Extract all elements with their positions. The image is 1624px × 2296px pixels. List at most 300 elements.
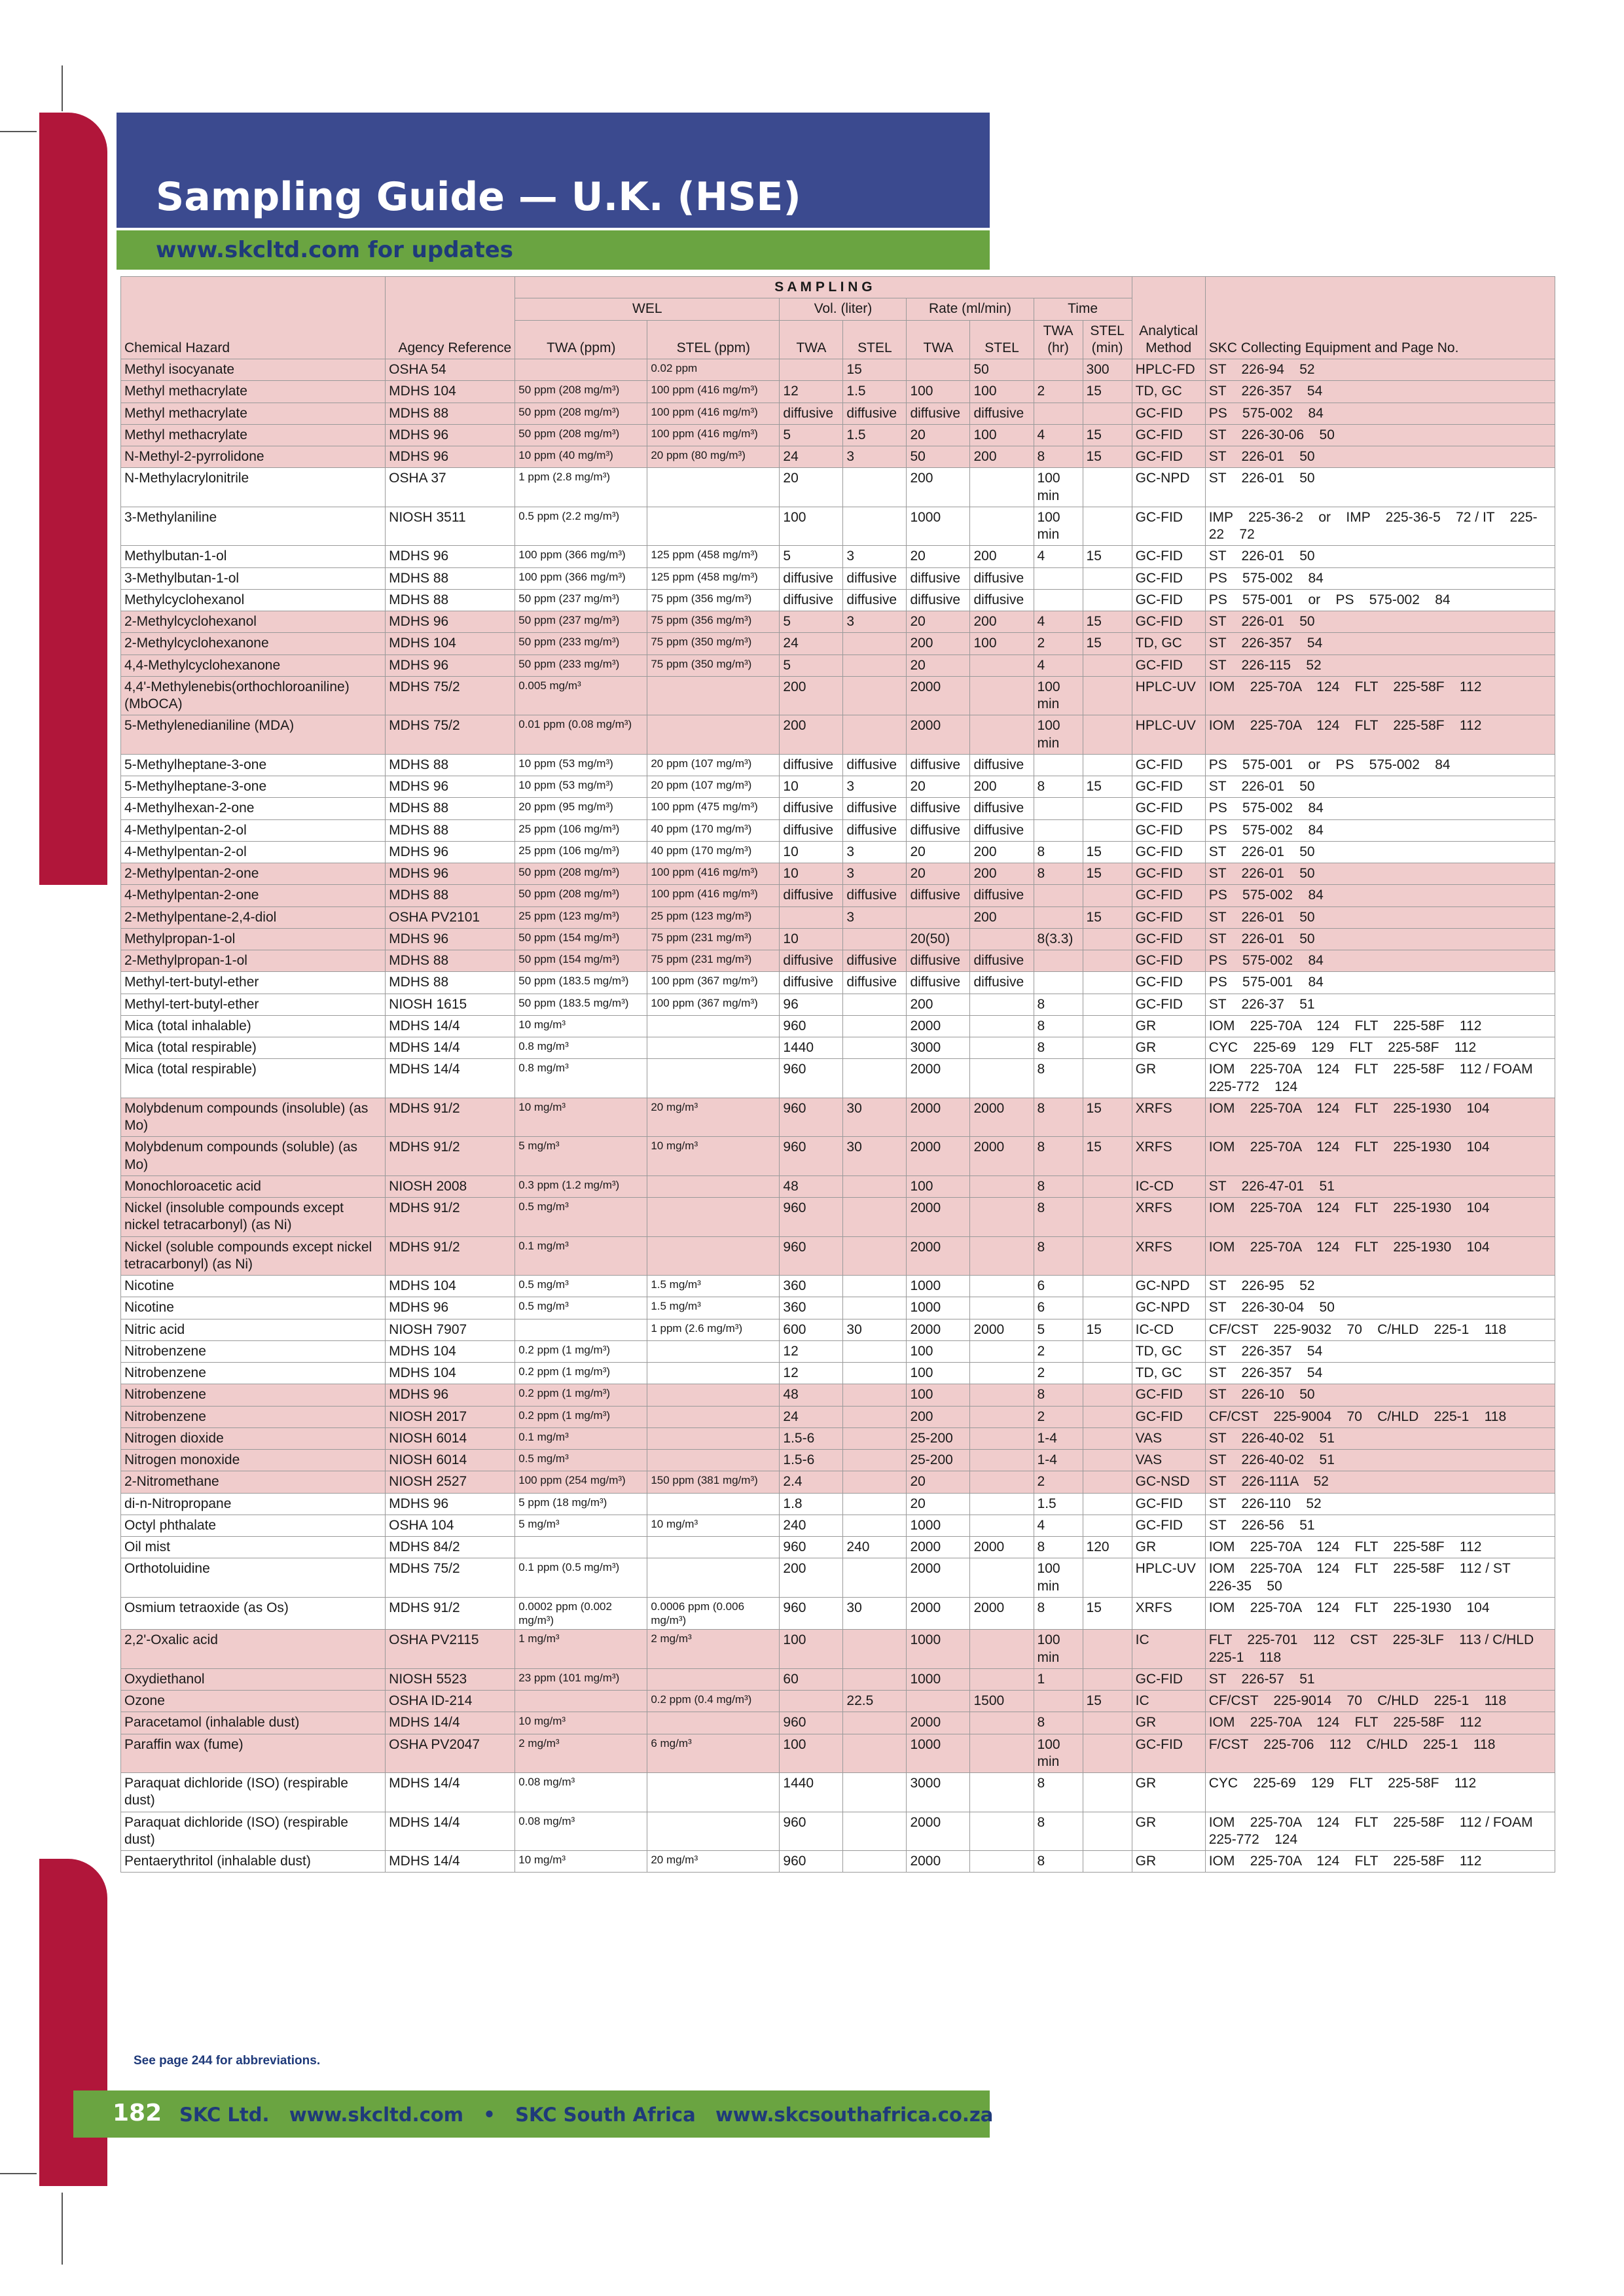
cell-time-twa: 100 min bbox=[1034, 468, 1083, 507]
cell-time-twa bbox=[1034, 567, 1083, 589]
cell-wel-stel bbox=[647, 1037, 780, 1059]
cell-skc-equipment: PS 575-002 84 bbox=[1205, 798, 1555, 819]
cell-time-twa: 8 bbox=[1034, 1537, 1083, 1558]
cell-rate-stel bbox=[970, 676, 1034, 715]
cell-chemical-hazard: Nitric acid bbox=[121, 1319, 386, 1340]
cell-skc-equipment: IOM 225-70A 124 FLT 225-58F 112 bbox=[1205, 715, 1555, 755]
cell-vol-stel bbox=[843, 994, 907, 1015]
cell-wel-stel: 20 ppm (107 mg/m³) bbox=[647, 776, 780, 798]
cell-wel-stel: 125 ppm (458 mg/m³) bbox=[647, 546, 780, 567]
cell-rate-stel bbox=[970, 1630, 1034, 1669]
cell-analytical-method: IC bbox=[1132, 1630, 1205, 1669]
cell-wel-stel: 20 ppm (80 mg/m³) bbox=[647, 446, 780, 468]
cell-time-stel bbox=[1083, 1851, 1132, 1873]
cell-chemical-hazard: 4-Methylpentan-2-ol bbox=[121, 819, 386, 841]
cell-time-stel: 15 bbox=[1083, 446, 1132, 468]
cell-time-twa bbox=[1034, 754, 1083, 776]
cell-time-stel bbox=[1083, 1037, 1132, 1059]
cell-vol-twa: diffusive bbox=[780, 567, 843, 589]
cell-skc-equipment: ST 226-01 50 bbox=[1205, 468, 1555, 507]
cell-analytical-method: TD, GC bbox=[1132, 633, 1205, 655]
cell-time-stel bbox=[1083, 1198, 1132, 1237]
cell-skc-equipment: ST 226-10 50 bbox=[1205, 1384, 1555, 1406]
cell-chemical-hazard: Methyl isocyanate bbox=[121, 359, 386, 381]
cell-wel-twa: 0.2 ppm (1 mg/m³) bbox=[515, 1363, 647, 1384]
cell-rate-stel: 2000 bbox=[970, 1137, 1034, 1176]
cell-wel-stel: 100 ppm (416 mg/m³) bbox=[647, 403, 780, 424]
cell-wel-twa: 0.8 mg/m³ bbox=[515, 1037, 647, 1059]
cell-chemical-hazard: Mica (total respirable) bbox=[121, 1059, 386, 1098]
cell-vol-stel: 240 bbox=[843, 1537, 907, 1558]
cell-time-stel bbox=[1083, 1493, 1132, 1515]
cell-time-stel bbox=[1083, 1276, 1132, 1297]
table-row bbox=[121, 589, 1555, 611]
cell-analytical-method: HPLC-UV bbox=[1132, 1558, 1205, 1598]
cell-vol-stel bbox=[843, 468, 907, 507]
cell-time-twa: 4 bbox=[1034, 1515, 1083, 1536]
cell-analytical-method: GC-FID bbox=[1132, 798, 1205, 819]
cell-rate-twa: 2000 bbox=[907, 715, 970, 755]
cell-vol-twa: 20 bbox=[780, 468, 843, 507]
cell-vol-twa: diffusive bbox=[780, 972, 843, 994]
cell-time-twa: 4 bbox=[1034, 424, 1083, 446]
cell-chemical-hazard: Oxydiethanol bbox=[121, 1668, 386, 1690]
cell-rate-stel bbox=[970, 1363, 1034, 1384]
cell-vol-stel bbox=[843, 1297, 907, 1319]
table-row bbox=[121, 403, 1555, 424]
cell-wel-twa: 25 ppm (106 mg/m³) bbox=[515, 841, 647, 863]
cell-vol-stel: 3 bbox=[843, 776, 907, 798]
cell-rate-twa: diffusive bbox=[907, 567, 970, 589]
cell-analytical-method: GC-FID bbox=[1132, 403, 1205, 424]
cell-rate-stel bbox=[970, 1493, 1034, 1515]
cell-agency-reference: NIOSH 7907 bbox=[386, 1319, 515, 1340]
cell-agency-reference: NIOSH 2008 bbox=[386, 1175, 515, 1197]
cell-agency-reference: MDHS 88 bbox=[386, 589, 515, 611]
cell-time-stel bbox=[1083, 1015, 1132, 1037]
cell-chemical-hazard: Ozone bbox=[121, 1691, 386, 1712]
cell-wel-stel bbox=[647, 1558, 780, 1598]
cell-analytical-method: HPLC-UV bbox=[1132, 676, 1205, 715]
cell-wel-twa: 0.5 ppm (2.2 mg/m³) bbox=[515, 507, 647, 546]
cell-rate-stel bbox=[970, 1773, 1034, 1812]
cell-wel-stel bbox=[647, 1712, 780, 1734]
cell-agency-reference: MDHS 14/4 bbox=[386, 1851, 515, 1873]
cell-vol-stel: 3 bbox=[843, 863, 907, 885]
cell-agency-reference: MDHS 88 bbox=[386, 972, 515, 994]
cell-analytical-method: GR bbox=[1132, 1812, 1205, 1851]
cell-time-twa: 1-4 bbox=[1034, 1450, 1083, 1471]
cell-wel-stel: 75 ppm (356 mg/m³) bbox=[647, 611, 780, 633]
cell-rate-stel bbox=[970, 1450, 1034, 1471]
cell-rate-twa: 20 bbox=[907, 863, 970, 885]
table-row bbox=[121, 715, 1555, 755]
table-row bbox=[121, 1037, 1555, 1059]
cell-analytical-method: IC-CD bbox=[1132, 1175, 1205, 1197]
cell-time-stel bbox=[1083, 1558, 1132, 1598]
cell-agency-reference: MDHS 104 bbox=[386, 381, 515, 403]
cell-time-twa: 2 bbox=[1034, 1471, 1083, 1493]
cell-vol-stel bbox=[843, 655, 907, 676]
cell-skc-equipment: PS 575-001 84 bbox=[1205, 972, 1555, 994]
cell-time-stel bbox=[1083, 1630, 1132, 1669]
cell-time-twa: 8 bbox=[1034, 446, 1083, 468]
cell-vol-stel: diffusive bbox=[843, 754, 907, 776]
cell-time-twa bbox=[1034, 1691, 1083, 1712]
cell-rate-stel: 2000 bbox=[970, 1597, 1034, 1630]
cell-time-twa: 100 min bbox=[1034, 1630, 1083, 1669]
cell-chemical-hazard: 4-Methylpentan-2-one bbox=[121, 885, 386, 906]
cell-analytical-method: GC-FID bbox=[1132, 567, 1205, 589]
cell-skc-equipment: IOM 225-70A 124 FLT 225-58F 112 / FOAM 225-772 124 bbox=[1205, 1812, 1555, 1851]
cell-rate-stel bbox=[970, 1668, 1034, 1690]
group-rate: Rate (ml/min) bbox=[907, 298, 1034, 320]
cell-agency-reference: MDHS 88 bbox=[386, 885, 515, 906]
col-agency: Agency Reference bbox=[386, 277, 515, 359]
cell-vol-stel: 3 bbox=[843, 611, 907, 633]
table-row bbox=[121, 819, 1555, 841]
cell-vol-stel bbox=[843, 1384, 907, 1406]
cell-time-stel: 15 bbox=[1083, 841, 1132, 863]
cell-vol-stel: diffusive bbox=[843, 950, 907, 972]
cell-skc-equipment: ST 226-57 51 bbox=[1205, 1668, 1555, 1690]
cell-vol-stel bbox=[843, 1734, 907, 1773]
cell-vol-stel bbox=[843, 1427, 907, 1449]
cell-time-stel bbox=[1083, 754, 1132, 776]
update-url: www.skcltd.com for updates bbox=[156, 237, 514, 263]
cell-wel-stel: 0.0006 ppm (0.006 mg/m³) bbox=[647, 1597, 780, 1630]
cell-wel-twa: 0.1 mg/m³ bbox=[515, 1236, 647, 1276]
cell-vol-stel bbox=[843, 1340, 907, 1362]
cell-agency-reference: MDHS 104 bbox=[386, 1363, 515, 1384]
cell-time-stel: 15 bbox=[1083, 1319, 1132, 1340]
cell-analytical-method: TD, GC bbox=[1132, 1340, 1205, 1362]
cell-rate-twa: 2000 bbox=[907, 1236, 970, 1276]
cell-analytical-method: GC-FID bbox=[1132, 906, 1205, 928]
cell-rate-stel bbox=[970, 1037, 1034, 1059]
cell-rate-stel bbox=[970, 468, 1034, 507]
cell-vol-twa: 960 bbox=[780, 1537, 843, 1558]
cell-analytical-method: TD, GC bbox=[1132, 381, 1205, 403]
cell-wel-twa: 10 ppm (53 mg/m³) bbox=[515, 776, 647, 798]
cell-chemical-hazard: 4-Methylpentan-2-ol bbox=[121, 841, 386, 863]
cell-skc-equipment: CF/CST 225-9032 70 C/HLD 225-1 118 bbox=[1205, 1319, 1555, 1340]
cell-agency-reference: MDHS 88 bbox=[386, 403, 515, 424]
cell-vol-stel bbox=[843, 1450, 907, 1471]
cell-rate-stel: 200 bbox=[970, 446, 1034, 468]
cell-rate-stel: diffusive bbox=[970, 885, 1034, 906]
cell-rate-stel: 200 bbox=[970, 841, 1034, 863]
cell-time-twa: 100 min bbox=[1034, 1734, 1083, 1773]
cell-skc-equipment: PS 575-002 84 bbox=[1205, 403, 1555, 424]
cell-vol-twa: 1440 bbox=[780, 1037, 843, 1059]
cell-time-stel: 15 bbox=[1083, 863, 1132, 885]
table-row bbox=[121, 468, 1555, 507]
cell-wel-twa: 25 ppm (123 mg/m³) bbox=[515, 906, 647, 928]
cell-time-twa bbox=[1034, 359, 1083, 381]
table-row bbox=[121, 1493, 1555, 1515]
cell-wel-stel bbox=[647, 1450, 780, 1471]
cell-time-twa: 8 bbox=[1034, 1198, 1083, 1237]
cell-wel-stel: 75 ppm (231 mg/m³) bbox=[647, 950, 780, 972]
cell-wel-twa: 0.08 mg/m³ bbox=[515, 1812, 647, 1851]
cell-analytical-method: GC-NPD bbox=[1132, 468, 1205, 507]
cell-rate-twa: 2000 bbox=[907, 1558, 970, 1598]
cell-wel-stel bbox=[647, 1406, 780, 1427]
cell-wel-stel bbox=[647, 1236, 780, 1276]
cell-vol-twa: 2.4 bbox=[780, 1471, 843, 1493]
cell-chemical-hazard: Molybdenum compounds (soluble) (as Mo) bbox=[121, 1137, 386, 1176]
cell-agency-reference: MDHS 91/2 bbox=[386, 1597, 515, 1630]
cell-vol-twa: 960 bbox=[780, 1137, 843, 1176]
cell-time-twa bbox=[1034, 972, 1083, 994]
cell-chemical-hazard: Paraffin wax (fume) bbox=[121, 1734, 386, 1773]
cell-time-stel: 15 bbox=[1083, 611, 1132, 633]
cell-chemical-hazard: Methylcyclohexanol bbox=[121, 589, 386, 611]
cell-time-stel bbox=[1083, 1712, 1132, 1734]
cell-vol-twa: 360 bbox=[780, 1276, 843, 1297]
cell-agency-reference: MDHS 84/2 bbox=[386, 1537, 515, 1558]
cell-agency-reference: MDHS 14/4 bbox=[386, 1059, 515, 1098]
cell-chemical-hazard: 5-Methylheptane-3-one bbox=[121, 776, 386, 798]
cell-skc-equipment: PS 575-002 84 bbox=[1205, 885, 1555, 906]
table-row bbox=[121, 633, 1555, 655]
cell-time-twa: 100 min bbox=[1034, 1558, 1083, 1598]
cell-time-stel bbox=[1083, 885, 1132, 906]
cell-time-stel bbox=[1083, 1406, 1132, 1427]
cell-vol-twa: 5 bbox=[780, 655, 843, 676]
table-row bbox=[121, 1319, 1555, 1340]
cell-skc-equipment: ST 226-01 50 bbox=[1205, 841, 1555, 863]
cell-wel-stel: 125 ppm (458 mg/m³) bbox=[647, 567, 780, 589]
cell-time-stel: 15 bbox=[1083, 1691, 1132, 1712]
cell-analytical-method: XRFS bbox=[1132, 1236, 1205, 1276]
cell-time-stel bbox=[1083, 950, 1132, 972]
cell-vol-stel bbox=[843, 676, 907, 715]
cell-rate-stel: diffusive bbox=[970, 950, 1034, 972]
cell-rate-twa: 3000 bbox=[907, 1037, 970, 1059]
cell-wel-twa: 0.5 mg/m³ bbox=[515, 1276, 647, 1297]
cell-skc-equipment: IMP 225-36-2 or IMP 225-36-5 72 / IT 225-22 72 bbox=[1205, 507, 1555, 546]
cell-agency-reference: OSHA 54 bbox=[386, 359, 515, 381]
cell-rate-stel: 100 bbox=[970, 424, 1034, 446]
cell-agency-reference: MDHS 75/2 bbox=[386, 715, 515, 755]
table-row bbox=[121, 863, 1555, 885]
table-row bbox=[121, 1537, 1555, 1558]
cell-time-stel bbox=[1083, 1297, 1132, 1319]
cell-rate-twa: 100 bbox=[907, 381, 970, 403]
cell-agency-reference: MDHS 88 bbox=[386, 567, 515, 589]
cell-agency-reference: MDHS 96 bbox=[386, 424, 515, 446]
cell-vol-twa: 10 bbox=[780, 928, 843, 950]
cell-vol-stel bbox=[843, 1773, 907, 1812]
cell-rate-twa: 1000 bbox=[907, 1276, 970, 1297]
cell-analytical-method: IC-CD bbox=[1132, 1319, 1205, 1340]
crop-mark bbox=[62, 2193, 63, 2265]
cell-skc-equipment: CF/CST 225-9004 70 C/HLD 225-1 118 bbox=[1205, 1406, 1555, 1427]
cell-vol-twa: 10 bbox=[780, 776, 843, 798]
cell-rate-twa: 20 bbox=[907, 655, 970, 676]
cell-skc-equipment: ST 226-115 52 bbox=[1205, 655, 1555, 676]
cell-vol-twa: 1440 bbox=[780, 1773, 843, 1812]
cell-skc-equipment: ST 226-01 50 bbox=[1205, 776, 1555, 798]
cell-rate-stel: 200 bbox=[970, 776, 1034, 798]
cell-skc-equipment: IOM 225-70A 124 FLT 225-58F 112 bbox=[1205, 1712, 1555, 1734]
cell-wel-stel: 150 ppm (381 mg/m³) bbox=[647, 1471, 780, 1493]
cell-time-twa bbox=[1034, 950, 1083, 972]
cell-vol-twa: 960 bbox=[780, 1236, 843, 1276]
cell-rate-twa: diffusive bbox=[907, 885, 970, 906]
cell-vol-stel bbox=[843, 1037, 907, 1059]
cell-vol-stel bbox=[843, 928, 907, 950]
cell-skc-equipment: PS 575-001 or PS 575-002 84 bbox=[1205, 754, 1555, 776]
cell-chemical-hazard: Paraquat dichloride (ISO) (respirable dust) bbox=[121, 1812, 386, 1851]
cell-time-stel bbox=[1083, 1450, 1132, 1471]
cell-analytical-method: GC-FID bbox=[1132, 1515, 1205, 1536]
group-wel: WEL bbox=[515, 298, 780, 320]
cell-chemical-hazard: 2,2'-Oxalic acid bbox=[121, 1630, 386, 1669]
cell-chemical-hazard: 4,4'-Methylenebis(orthochloroaniline) (MbOCA) bbox=[121, 676, 386, 715]
cell-rate-stel bbox=[970, 1340, 1034, 1362]
cell-vol-stel: diffusive bbox=[843, 589, 907, 611]
cell-wel-twa: 0.5 mg/m³ bbox=[515, 1198, 647, 1237]
cell-vol-twa: 24 bbox=[780, 1406, 843, 1427]
cell-time-stel bbox=[1083, 1340, 1132, 1362]
cell-time-twa: 2 bbox=[1034, 1406, 1083, 1427]
table-row bbox=[121, 776, 1555, 798]
cell-time-twa bbox=[1034, 589, 1083, 611]
cell-skc-equipment: PS 575-002 84 bbox=[1205, 819, 1555, 841]
cell-chemical-hazard: Pentaerythritol (inhalable dust) bbox=[121, 1851, 386, 1873]
cell-vol-stel: 30 bbox=[843, 1098, 907, 1137]
cell-rate-twa: 100 bbox=[907, 1363, 970, 1384]
cell-skc-equipment: ST 226-01 50 bbox=[1205, 863, 1555, 885]
cell-wel-twa bbox=[515, 1319, 647, 1340]
cell-rate-stel bbox=[970, 1712, 1034, 1734]
cell-vol-twa: 960 bbox=[780, 1198, 843, 1237]
cell-agency-reference: NIOSH 1615 bbox=[386, 994, 515, 1015]
table-row bbox=[121, 655, 1555, 676]
cell-rate-stel bbox=[970, 1198, 1034, 1237]
cell-vol-stel: diffusive bbox=[843, 567, 907, 589]
table-row bbox=[121, 424, 1555, 446]
cell-wel-stel: 1.5 mg/m³ bbox=[647, 1297, 780, 1319]
cell-agency-reference: MDHS 104 bbox=[386, 1340, 515, 1362]
table-row bbox=[121, 546, 1555, 567]
cell-chemical-hazard: Nicotine bbox=[121, 1297, 386, 1319]
cell-rate-stel: diffusive bbox=[970, 403, 1034, 424]
table-row bbox=[121, 359, 1555, 381]
cell-wel-twa: 50 ppm (183.5 mg/m³) bbox=[515, 994, 647, 1015]
cell-wel-stel: 25 ppm (123 mg/m³) bbox=[647, 906, 780, 928]
cell-rate-twa: 20 bbox=[907, 776, 970, 798]
cell-time-stel bbox=[1083, 589, 1132, 611]
cell-agency-reference: NIOSH 6014 bbox=[386, 1427, 515, 1449]
cell-agency-reference: MDHS 104 bbox=[386, 1276, 515, 1297]
cell-skc-equipment: IOM 225-70A 124 FLT 225-58F 112 / FOAM 225-772 124 bbox=[1205, 1059, 1555, 1098]
cell-rate-twa: 2000 bbox=[907, 1712, 970, 1734]
cell-rate-stel: diffusive bbox=[970, 798, 1034, 819]
cell-wel-stel: 75 ppm (350 mg/m³) bbox=[647, 633, 780, 655]
cell-wel-stel bbox=[647, 1384, 780, 1406]
cell-chemical-hazard: Methyl methacrylate bbox=[121, 381, 386, 403]
cell-chemical-hazard: 5-Methylenedianiline (MDA) bbox=[121, 715, 386, 755]
col-method: Analytical Method bbox=[1132, 277, 1205, 359]
cell-wel-stel bbox=[647, 1363, 780, 1384]
cell-time-twa: 1.5 bbox=[1034, 1493, 1083, 1515]
cell-rate-stel bbox=[970, 1558, 1034, 1598]
cell-agency-reference: MDHS 75/2 bbox=[386, 1558, 515, 1598]
cell-vol-twa: 60 bbox=[780, 1668, 843, 1690]
table-row bbox=[121, 507, 1555, 546]
cell-rate-twa: 1000 bbox=[907, 507, 970, 546]
cell-time-stel bbox=[1083, 403, 1132, 424]
cell-skc-equipment: ST 226-40-02 51 bbox=[1205, 1427, 1555, 1449]
cell-chemical-hazard: Osmium tetraoxide (as Os) bbox=[121, 1597, 386, 1630]
cell-chemical-hazard: Methylbutan-1-ol bbox=[121, 546, 386, 567]
cell-time-stel bbox=[1083, 507, 1132, 546]
cell-rate-twa: 20 bbox=[907, 546, 970, 567]
cell-skc-equipment: IOM 225-70A 124 FLT 225-1930 104 bbox=[1205, 1236, 1555, 1276]
cell-rate-twa: 20 bbox=[907, 841, 970, 863]
cell-wel-twa: 10 mg/m³ bbox=[515, 1712, 647, 1734]
cell-analytical-method: VAS bbox=[1132, 1450, 1205, 1471]
cell-time-stel: 15 bbox=[1083, 633, 1132, 655]
cell-wel-twa: 0.8 mg/m³ bbox=[515, 1059, 647, 1098]
cell-skc-equipment: ST 226-01 50 bbox=[1205, 928, 1555, 950]
cell-analytical-method: GR bbox=[1132, 1015, 1205, 1037]
cell-vol-stel: 3 bbox=[843, 906, 907, 928]
cell-vol-twa: 1.8 bbox=[780, 1493, 843, 1515]
cell-vol-stel bbox=[843, 1406, 907, 1427]
cell-analytical-method: GC-FID bbox=[1132, 994, 1205, 1015]
cell-analytical-method: GC-FID bbox=[1132, 1493, 1205, 1515]
table-row bbox=[121, 994, 1555, 1015]
table-row bbox=[121, 676, 1555, 715]
cell-skc-equipment: IOM 225-70A 124 FLT 225-1930 104 bbox=[1205, 1198, 1555, 1237]
cell-rate-twa: 2000 bbox=[907, 676, 970, 715]
cell-chemical-hazard: Nicotine bbox=[121, 1276, 386, 1297]
cell-skc-equipment: PS 575-001 or PS 575-002 84 bbox=[1205, 589, 1555, 611]
cell-wel-twa: 5 mg/m³ bbox=[515, 1515, 647, 1536]
table-row bbox=[121, 1363, 1555, 1384]
cell-time-twa: 2 bbox=[1034, 1340, 1083, 1362]
cell-rate-twa: diffusive bbox=[907, 589, 970, 611]
table-row bbox=[121, 1098, 1555, 1137]
cell-wel-stel bbox=[647, 1668, 780, 1690]
cell-skc-equipment: ST 226-01 50 bbox=[1205, 611, 1555, 633]
cell-wel-stel: 0.02 ppm bbox=[647, 359, 780, 381]
cell-vol-stel: 1.5 bbox=[843, 381, 907, 403]
cell-agency-reference: MDHS 88 bbox=[386, 819, 515, 841]
cell-wel-twa: 0.1 ppm (0.5 mg/m³) bbox=[515, 1558, 647, 1598]
cell-rate-stel bbox=[970, 715, 1034, 755]
cell-agency-reference: MDHS 96 bbox=[386, 546, 515, 567]
cell-wel-twa: 100 ppm (366 mg/m³) bbox=[515, 567, 647, 589]
cell-rate-stel: 200 bbox=[970, 863, 1034, 885]
cell-agency-reference: MDHS 91/2 bbox=[386, 1198, 515, 1237]
cell-time-twa: 8 bbox=[1034, 1059, 1083, 1098]
cell-chemical-hazard: Molybdenum compounds (insoluble) (as Mo) bbox=[121, 1098, 386, 1137]
cell-time-stel bbox=[1083, 1059, 1132, 1098]
cell-time-twa: 8 bbox=[1034, 1851, 1083, 1873]
cell-wel-stel: 20 mg/m³ bbox=[647, 1851, 780, 1873]
cell-vol-stel: diffusive bbox=[843, 819, 907, 841]
cell-time-twa: 2 bbox=[1034, 633, 1083, 655]
cell-time-twa bbox=[1034, 798, 1083, 819]
cell-skc-equipment: IOM 225-70A 124 FLT 225-58F 112 / ST 226-35 50 bbox=[1205, 1558, 1555, 1598]
cell-time-stel bbox=[1083, 1773, 1132, 1812]
